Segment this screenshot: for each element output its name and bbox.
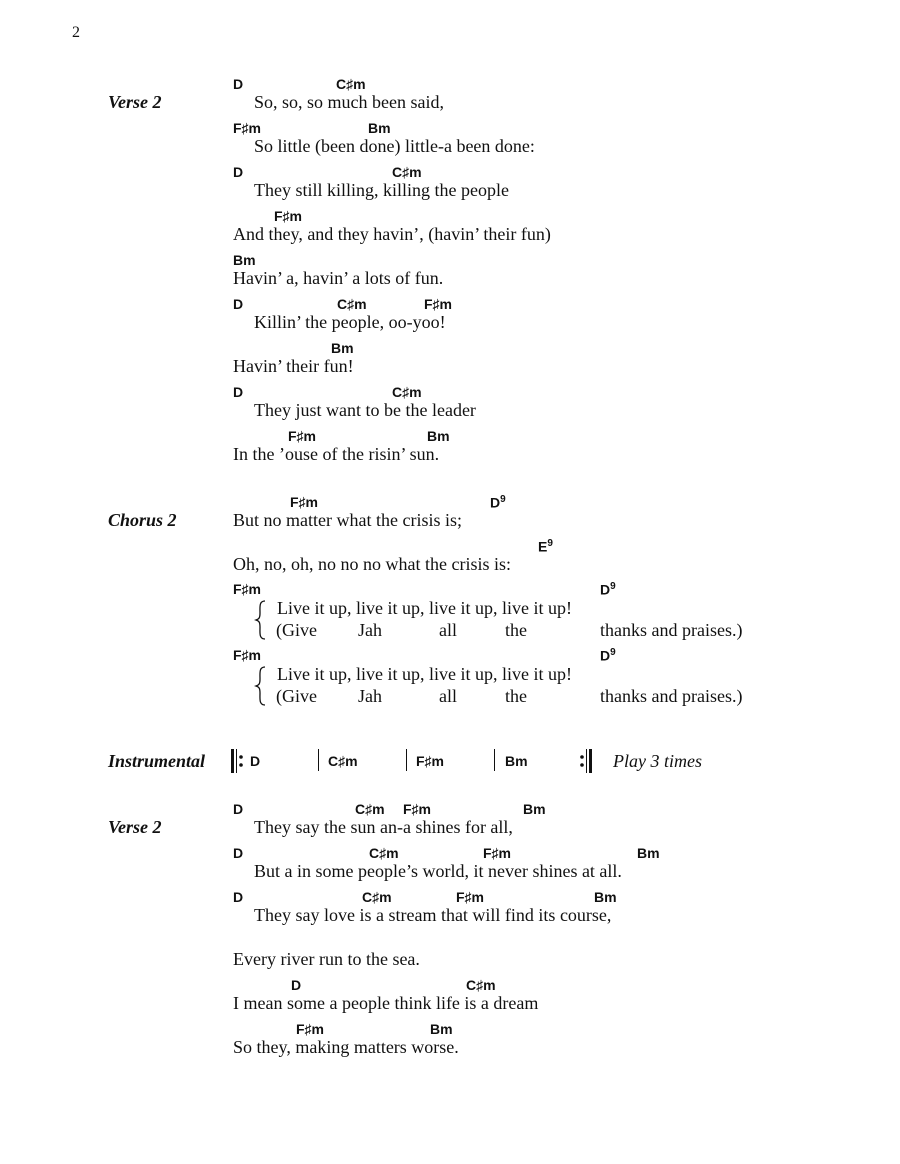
chord: C♯m [355, 801, 385, 817]
chord: D [233, 845, 244, 861]
chord: F♯m [233, 647, 261, 663]
chord: Bm [233, 252, 256, 268]
chord-root: D [600, 647, 611, 664]
chord: Bm [331, 340, 354, 356]
chord: D [233, 296, 244, 312]
response-word: (Give [276, 620, 317, 640]
chord: F♯m [290, 494, 318, 510]
lyric-line: But no matter what the crisis is; [233, 510, 462, 530]
chord: F♯m [403, 801, 431, 817]
chord: F♯m [456, 889, 484, 905]
chord: D [250, 753, 261, 769]
repeat-instruction: Play 3 times [613, 751, 702, 771]
chord [490, 494, 506, 511]
response-word: Jah [358, 686, 382, 706]
response-word: thanks and praises.) [600, 620, 743, 640]
chord-extension: 9 [547, 538, 553, 549]
lyric-line: They still killing, killing the people [254, 180, 509, 200]
response-word: the [505, 620, 527, 640]
chord: C♯m [466, 977, 496, 993]
chord-extension: 9 [500, 494, 506, 505]
chord: Bm [368, 120, 391, 136]
response-word: (Give [276, 686, 317, 706]
chord: C♯m [337, 296, 367, 312]
chord: Bm [637, 845, 660, 861]
chord: Bm [430, 1021, 453, 1037]
response-word: all [439, 686, 457, 706]
brace-icon [254, 599, 268, 641]
lyric-line: I mean some a people think life is a dream [233, 993, 539, 1013]
chord: F♯m [288, 428, 316, 444]
chord [600, 581, 616, 598]
chord: C♯m [328, 753, 358, 769]
barline [494, 749, 495, 771]
chord: D [233, 889, 244, 905]
barline [318, 749, 319, 771]
chord-extension: 9 [610, 647, 616, 658]
response-word: Jah [358, 620, 382, 640]
repeat-start-icon [230, 749, 246, 773]
chord: Bm [523, 801, 546, 817]
chord: D [233, 384, 244, 400]
chord: F♯m [424, 296, 452, 312]
page-number: 2 [72, 24, 80, 41]
lyric-line: So little (been done) little-a been done: [254, 136, 535, 156]
chord: F♯m [416, 753, 444, 769]
lyric-line: In the ’ouse of the risin’ sun. [233, 444, 440, 464]
response-word: all [439, 620, 457, 640]
chord: C♯m [336, 76, 366, 92]
chord-extension: 9 [610, 581, 616, 592]
response-word: thanks and praises.) [600, 686, 743, 706]
section-label-verse: Verse 2 [108, 92, 162, 112]
chord: F♯m [274, 208, 302, 224]
chord: C♯m [392, 164, 422, 180]
chord: F♯m [296, 1021, 324, 1037]
section-label-verse: Verse 2 [108, 817, 162, 837]
lyric-line: Live it up, live it up, live it up, live it up! [277, 598, 572, 618]
chord: F♯m [233, 120, 261, 136]
response-word: the [505, 686, 527, 706]
chord [600, 647, 616, 664]
chord-root: E [538, 538, 548, 555]
chord: F♯m [483, 845, 511, 861]
lyric-line: But a in some people’s world, it never shines at all. [254, 861, 622, 881]
lyric-line: They say the sun an-a shines for all, [254, 817, 513, 837]
chord: D [233, 801, 244, 817]
lyric-line: Every river run to the sea. [233, 949, 420, 969]
section-label-chorus: Chorus 2 [108, 510, 177, 530]
chord: Bm [594, 889, 617, 905]
brace-icon [254, 665, 268, 707]
lyric-line: So, so, so much been said, [254, 92, 444, 112]
chord: F♯m [233, 581, 261, 597]
chord: Bm [505, 753, 528, 769]
lyric-line: Havin’ a, havin’ a lots of fun. [233, 268, 444, 288]
lyric-line: And they, and they havin’, (havin’ their fun) [233, 224, 551, 244]
chord: Bm [427, 428, 450, 444]
chord: C♯m [362, 889, 392, 905]
chord-root: D [490, 494, 501, 511]
chord: C♯m [392, 384, 422, 400]
lyric-line: So they, making matters worse. [233, 1037, 459, 1057]
lyric-line: Killin’ the people, oo-yoo! [254, 312, 446, 332]
barline [406, 749, 407, 771]
lyric-line: They say love is a stream that will find its course, [254, 905, 612, 925]
lyric-line: Havin’ their fun! [233, 356, 354, 376]
lyric-line: Oh, no, oh, no no no what the crisis is: [233, 554, 511, 574]
chord: C♯m [369, 845, 399, 861]
repeat-end-icon [578, 749, 594, 773]
chord: D [233, 76, 244, 92]
section-label-instrumental: Instrumental [108, 751, 206, 771]
chord [538, 538, 553, 555]
chord: D [233, 164, 244, 180]
lyric-line: They just want to be the leader [254, 400, 476, 420]
chord-root: D [600, 581, 611, 598]
lyric-line: Live it up, live it up, live it up, live it up! [277, 664, 572, 684]
chord: D [291, 977, 302, 993]
